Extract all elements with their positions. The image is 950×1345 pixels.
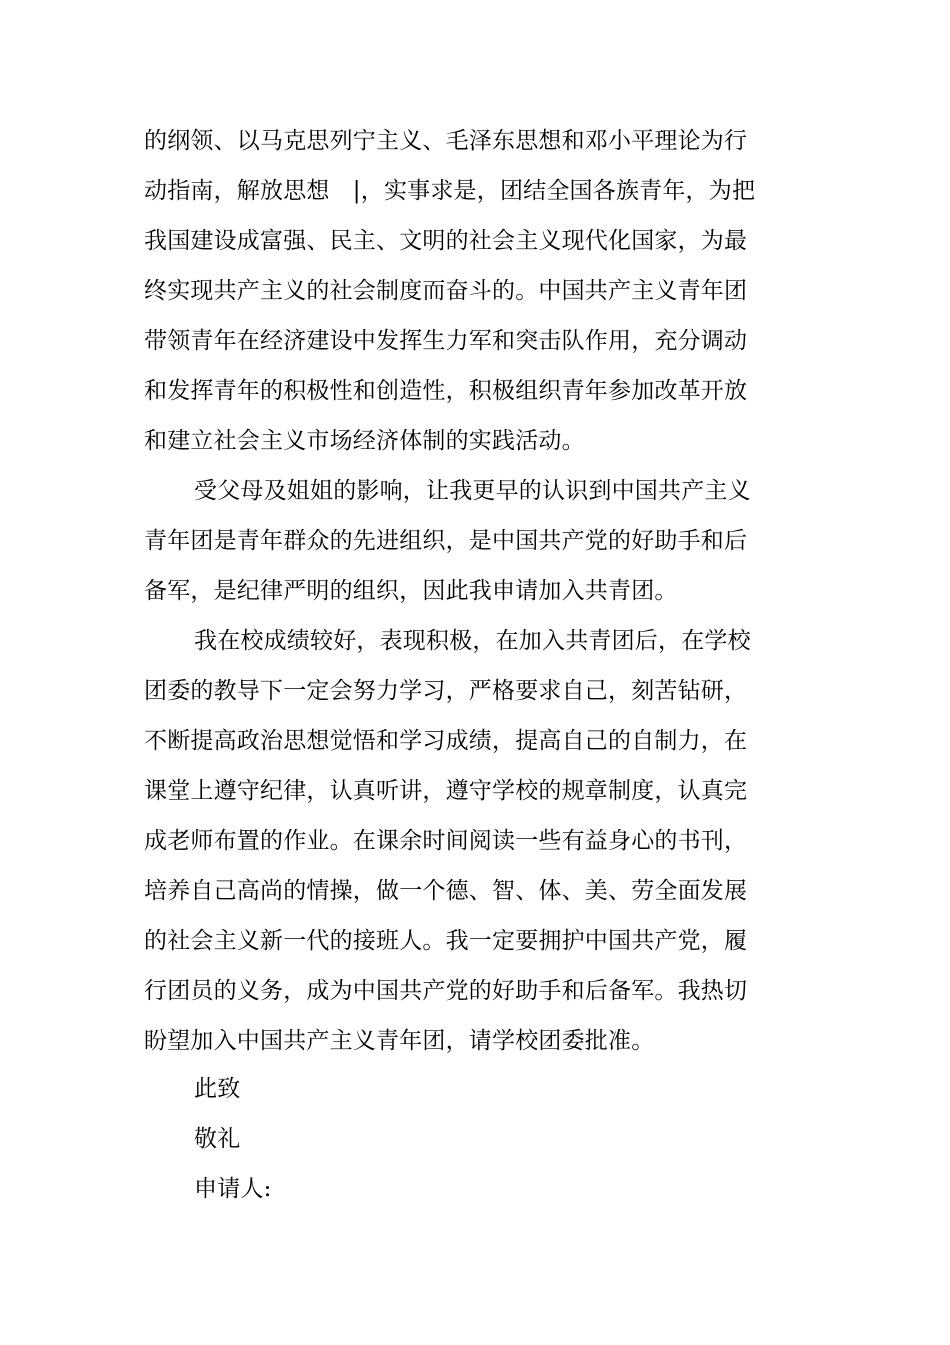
- paragraph-3-line-1: 我在校成绩较好，表现积极，在加入共青团后，在学校: [194, 628, 751, 654]
- salutation-text: 敬礼: [194, 1126, 241, 1152]
- applicant-label: 申请人:: [194, 1176, 272, 1202]
- paragraph-1-line-7: 和建立社会主义市场经济体制的实践活动。: [144, 428, 585, 454]
- paragraph-3-line-3: 不断提高政治思想觉悟和学习成绩，提高自己的自制力，在: [144, 728, 748, 754]
- paragraph-1-line-5: 带领青年在经济建设中发挥生力军和突击队作用，充分调动: [144, 328, 748, 354]
- paragraph-1-line-2: 动指南，解放思想 |，实事求是，团结全国各族青年，为把: [144, 178, 756, 204]
- closing-text: 此致: [194, 1076, 241, 1102]
- paragraph-2-line-3: 备军，是纪律严明的组织，因此我申请加入共青团。: [144, 578, 678, 604]
- paragraph-3-line-5: 成老师布置的作业。在课余时间阅读一些有益身心的书刊，: [144, 828, 748, 854]
- paragraph-1-line-1: 的纲领、以马克思列宁主义、毛泽东思想和邓小平理论为行: [144, 128, 748, 154]
- paragraph-1-line-6: 和发挥青年的积极性和创造性，积极组织青年参加改革开放: [144, 378, 748, 404]
- paragraph-2-line-1: 受父母及姐姐的影响，让我更早的认识到中国共产主义: [194, 478, 751, 504]
- paragraph-1-line-3: 我国建设成富强、民主、文明的社会主义现代化国家，为最: [144, 228, 748, 254]
- paragraph-3-line-9: 盼望加入中国共产主义青年团，请学校团委批准。: [144, 1028, 655, 1054]
- paragraph-3-line-8: 行团员的义务，成为中国共产党的好助手和后备军。我热切: [144, 978, 748, 1004]
- paragraph-3-line-4: 课堂上遵守纪律，认真听讲，遵守学校的规章制度，认真完: [144, 778, 748, 804]
- paragraph-3-line-6: 培养自己高尚的情操，做一个德、智、体、美、劳全面发展: [144, 878, 748, 904]
- paragraph-1-line-4: 终实现共产主义的社会制度而奋斗的。中国共产主义青年团: [144, 278, 748, 304]
- paragraph-3-line-2: 团委的教导下一定会努力学习，严格要求自己，刻苦钻研，: [144, 678, 748, 704]
- paragraph-3-line-7: 的社会主义新一代的接班人。我一定要拥护中国共产党，履: [144, 928, 748, 954]
- paragraph-2-line-2: 青年团是青年群众的先进组织，是中国共产党的好助手和后: [144, 528, 748, 554]
